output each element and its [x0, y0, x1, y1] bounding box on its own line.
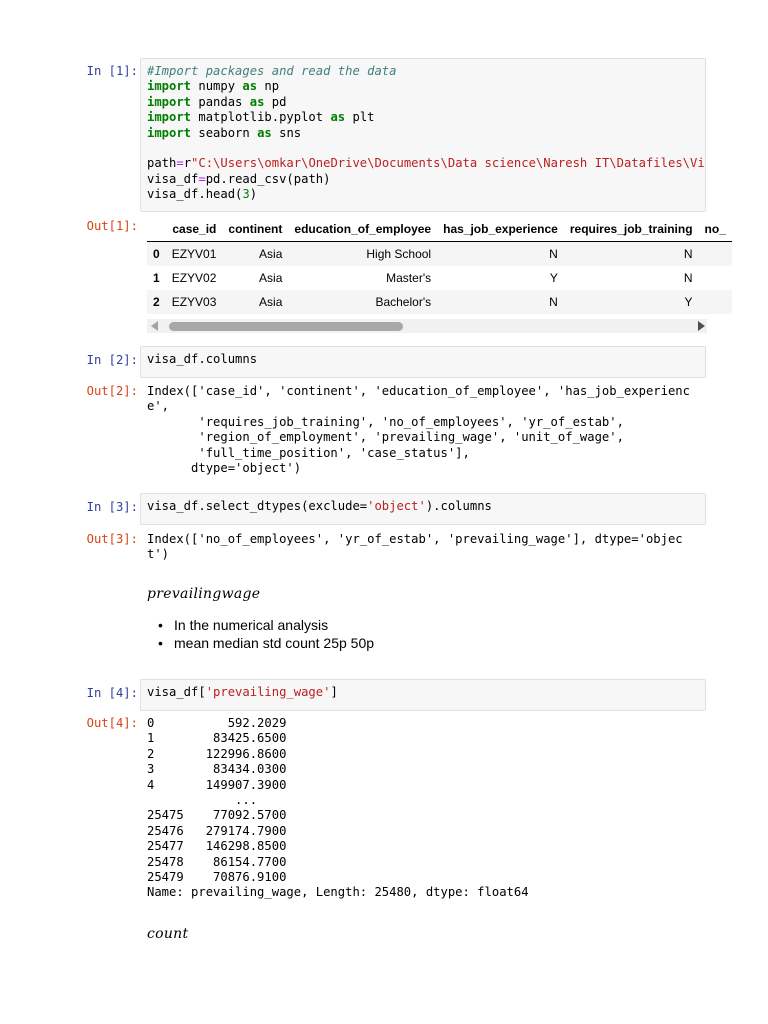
dataframe-table [147, 216, 732, 314]
table-cell [699, 290, 732, 314]
table-cell [699, 266, 732, 290]
table-cell: Asia [259, 295, 283, 309]
column-header: no_ [699, 216, 732, 242]
index-header [147, 216, 166, 242]
markdown-bullet-list [158, 616, 374, 652]
input-prompt-3: In [3]: [86, 500, 138, 514]
row-index: 1 [153, 271, 160, 285]
table-cell: EZYV02 [171, 271, 217, 285]
code-editor-3[interactable] [147, 499, 699, 514]
dataframe-output [147, 216, 726, 318]
markdown-heading: prevailingwage [147, 586, 261, 602]
column-header: has_job_experience [437, 216, 564, 242]
markdown-heading-count: count [147, 926, 189, 942]
input-prompt-1: In [1]: [86, 64, 138, 78]
scroll-left-arrow-icon[interactable] [151, 321, 158, 331]
output-text-2: Index(['case_id', 'continent', 'education_of_employee', 'has_job_experienc e', 'requires_job_training', 'no_of_employees', 'yr_of_estab', 'region_of_employment', 'prevailing_wage', 'unit_of_wage', 'full_time_position', 'case_status'], dtype='object') [147, 384, 690, 476]
output-text-4: 0 592.2029 1 83425.6500 2 122996.8600 3 83434.0300 4 149907.3900 ... 25475 77092.5700 25476 279174.7900 25477 146298.8500 25478 86154.7700 25479 70876.9100 Name: prevailing_wage, Length: 25480, dtype: float64 [147, 716, 529, 900]
output-prompt-2: Out[2]: [86, 384, 138, 398]
table-cell: Asia [259, 247, 283, 261]
code-cell-4[interactable] [140, 679, 706, 711]
input-prompt-2: In [2]: [86, 353, 138, 367]
row-index: 0 [153, 247, 160, 261]
code-text: visa_df.select_dtypes(exclude= [147, 499, 368, 513]
input-prompt-4: In [4]: [86, 686, 138, 700]
list-item: • mean median std count 25p 50p [158, 634, 374, 652]
code-line-comment: #Import packages and read the data [147, 64, 397, 78]
output-text-3: Index(['no_of_employees', 'yr_of_estab', 'prevailing_wage'], dtype='objec t') [147, 532, 683, 562]
code-text: visa_df[ [147, 685, 206, 699]
scrollbar-graphic [147, 319, 707, 333]
horizontal-scrollbar[interactable] [147, 319, 707, 333]
table-cell: N [683, 247, 693, 261]
table-cell: Asia [259, 271, 283, 285]
table-cell: EZYV03 [171, 295, 217, 309]
column-header: continent [222, 216, 288, 242]
code-string: 'object' [367, 499, 426, 513]
column-header: requires_job_training [564, 216, 699, 242]
table-row [147, 242, 732, 267]
code-cell-1[interactable] [140, 58, 706, 212]
code-editor-1[interactable]: #Import packages and read the data import numpy as np import pandas as pd import matplotlib.pyplot as plt import seaborn as sns path=r"C:\Users\omkar\OneDrive\Documents\Data science\Naresh IT\Datafiles\Vi visa_df=pd.read_csv(path) visa_df.head(3) [147, 64, 705, 202]
code-editor-4[interactable] [147, 685, 699, 700]
table-cell: EZYV01 [171, 247, 217, 261]
output-prompt-3: Out[3]: [86, 532, 138, 546]
code-text: ).columns [425, 499, 492, 513]
table-cell: Bachelor's [375, 295, 432, 309]
column-header: case_id [166, 216, 223, 242]
output-prompt-4: Out[4]: [86, 716, 138, 730]
row-index: 2 [153, 295, 160, 309]
table-row [147, 266, 732, 290]
column-header: education_of_employee [288, 216, 437, 242]
table-cell: High School [366, 247, 432, 261]
scroll-right-arrow-icon[interactable] [698, 321, 705, 331]
code-string: 'prevailing_wage' [205, 685, 331, 699]
code-cell-3[interactable] [140, 493, 706, 525]
code-cell-2[interactable] [140, 346, 706, 378]
table-cell: N [549, 247, 558, 261]
table-cell: Y [549, 271, 558, 285]
code-editor-2[interactable]: visa_df.columns [147, 352, 258, 366]
scrollbar-thumb[interactable] [169, 322, 403, 331]
table-row [147, 290, 732, 314]
table-cell: N [683, 271, 693, 285]
list-item: • In the numerical analysis [158, 616, 374, 634]
table-header-row [147, 216, 732, 242]
table-cell: Master's [386, 271, 432, 285]
output-prompt-1: Out[1]: [86, 219, 138, 233]
code-text: ] [330, 685, 338, 699]
table-cell [699, 242, 732, 267]
table-cell: Y [684, 295, 693, 309]
table-cell: N [549, 295, 558, 309]
